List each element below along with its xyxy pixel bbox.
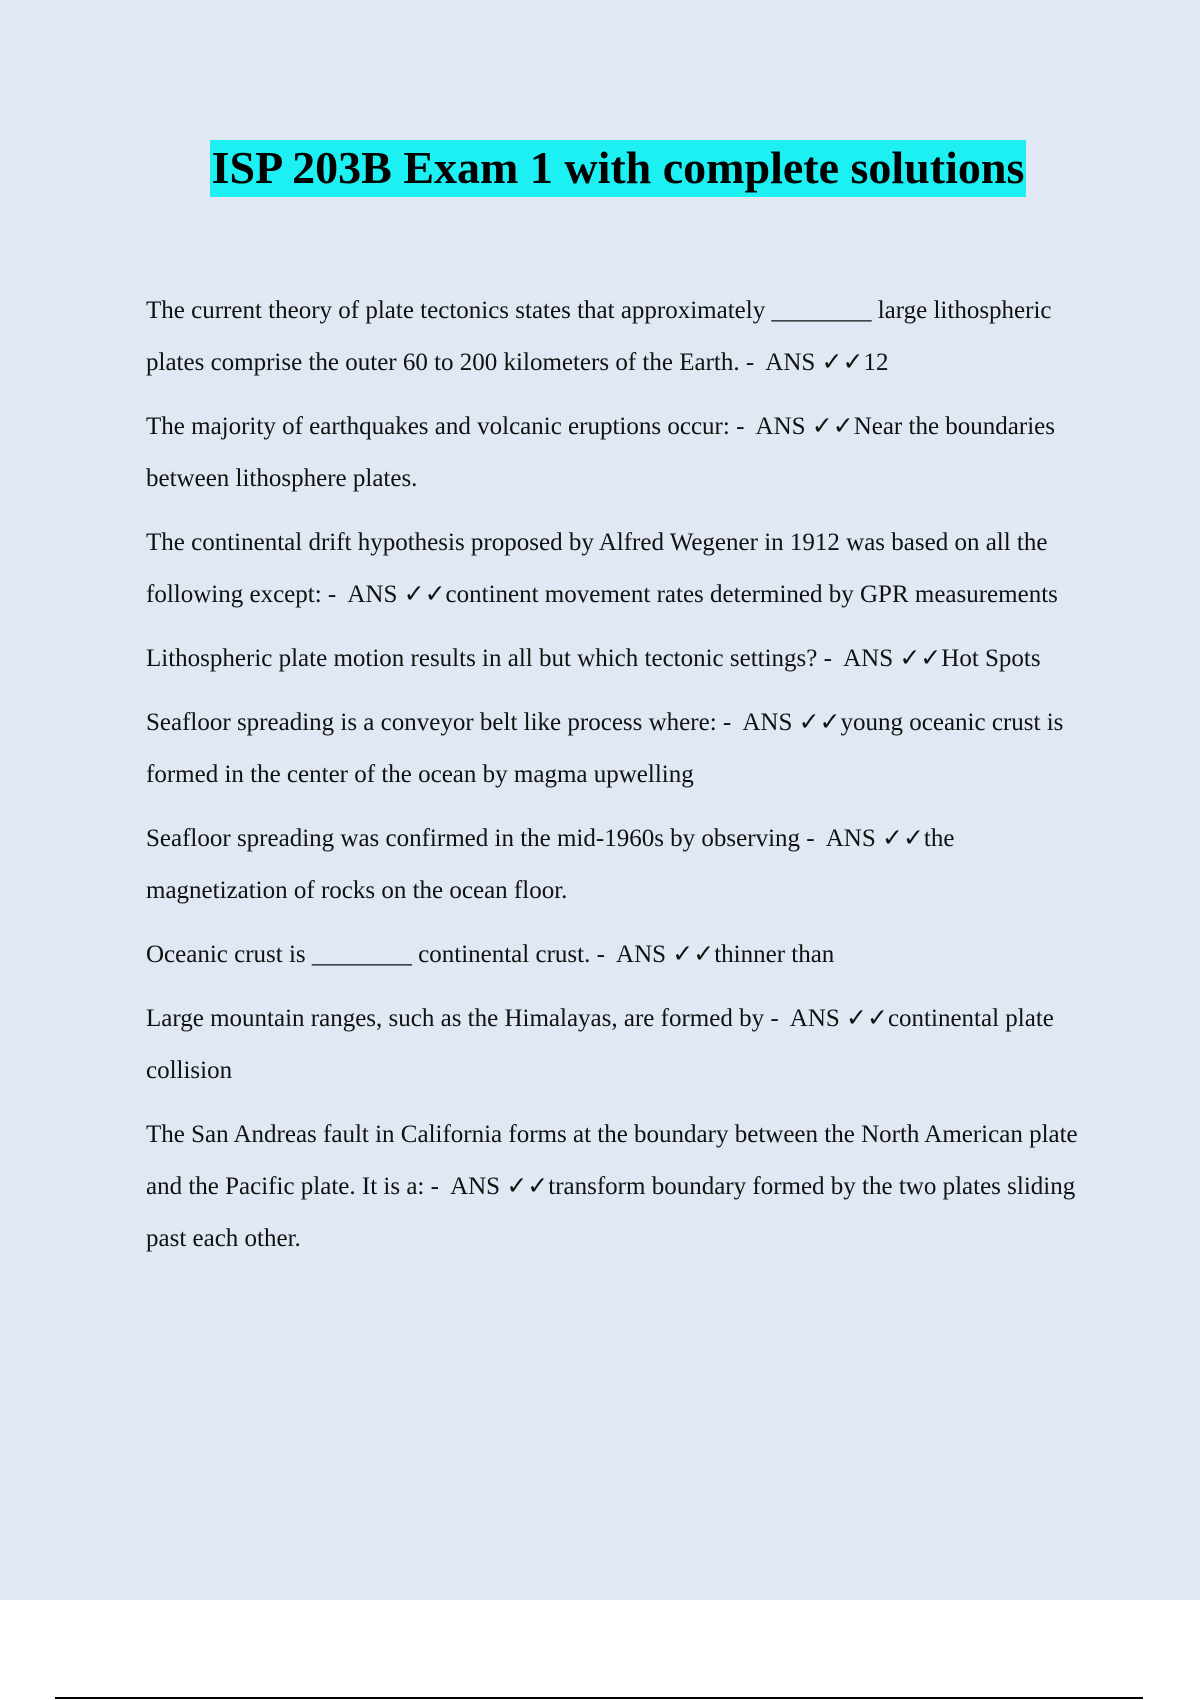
answer-text: young oceanic crust is formed in the center of the ocean by magma upwelling [146,709,1064,788]
qa-item [146,813,1096,917]
footer-divider [55,1697,1143,1699]
qa-item [146,633,1096,685]
question-text: Oceanic crust is ________ continental crust. - [146,941,605,968]
answer-text: continental plate collision [146,1005,1054,1084]
answer-marker: ANS ✓✓ [789,1005,888,1032]
qa-item [146,697,1096,801]
answer-marker: ANS ✓✓ [825,825,924,852]
answer-text: 12 [863,349,889,376]
qa-item [146,1109,1096,1265]
answer-text: continent movement rates determined by GPR measurements [445,581,1058,608]
question-text: The majority of earthquakes and volcanic eruptions occur: - [146,413,745,440]
answer-marker: ANS ✓✓ [616,941,715,968]
question-text: The San Andreas fault in California forms at the boundary between the North American plate and the Pacific plate. It is a: - [146,1121,1078,1200]
answer-marker: ANS ✓✓ [765,349,864,376]
answer-text: Near the boundaries between lithosphere plates. [146,413,1055,492]
qa-item [146,517,1096,621]
qa-item [146,401,1096,505]
answer-text: transform boundary formed by the two plates sliding past each other. [146,1173,1076,1252]
title-container [0,140,1200,197]
question-text: The continental drift hypothesis proposed by Alfred Wegener in 1912 was based on all the following except: - [146,529,1048,608]
answer-marker: ANS ✓✓ [755,413,854,440]
qa-list [146,285,1096,1277]
document-title: ISP 203B Exam 1 with complete solutions [210,140,1027,197]
question-text: Seafloor spreading is a conveyor belt like process where: - [146,709,732,736]
answer-marker: ANS ✓✓ [347,581,446,608]
qa-item [146,285,1096,389]
question-text: Seafloor spreading was confirmed in the mid-1960s by observing - [146,825,815,852]
qa-item [146,929,1096,981]
answer-marker: ANS ✓✓ [742,709,841,736]
answer-marker: ANS ✓✓ [843,645,942,672]
answer-text: Hot Spots [941,645,1041,672]
question-text: The current theory of plate tectonics states that approximately ________ large lithospheric plates comprise the outer 60 to 200 kilometers of the Earth. - [146,297,1052,376]
question-text: Lithospheric plate motion results in all but which tectonic settings? - [146,645,832,672]
answer-text: thinner than [714,941,835,968]
answer-marker: ANS ✓✓ [450,1173,549,1200]
qa-item [146,993,1096,1097]
answer-text: the magnetization of rocks on the ocean floor. [146,825,955,904]
question-text: Large mountain ranges, such as the Himalayas, are formed by - [146,1005,779,1032]
